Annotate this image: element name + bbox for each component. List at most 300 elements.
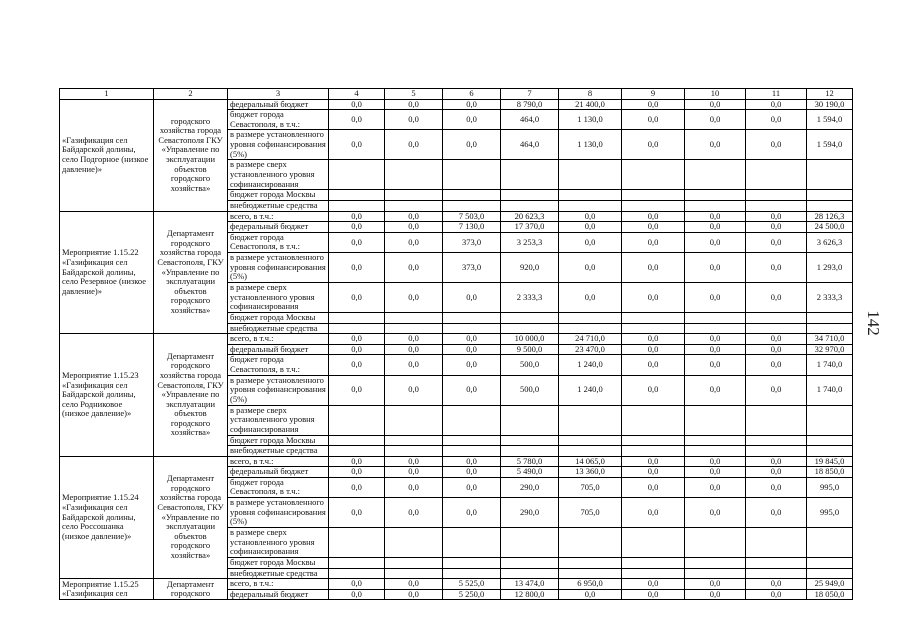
- funding-source: федеральный бюджет: [228, 589, 329, 600]
- column-header: 10: [685, 89, 746, 100]
- value-cell: 1 594,0: [807, 110, 853, 130]
- value-cell: [501, 200, 559, 211]
- value-cell: 0,0: [622, 334, 685, 345]
- value-cell: 0,0: [746, 222, 807, 233]
- funding-source: внебюджетные средства: [228, 323, 329, 334]
- value-cell: [559, 568, 622, 579]
- value-cell: [807, 190, 853, 201]
- value-cell: 0,0: [385, 579, 443, 590]
- value-cell: 0,0: [622, 579, 685, 590]
- value-cell: 14 065,0: [559, 456, 622, 467]
- value-cell: [443, 405, 501, 435]
- value-cell: [685, 405, 746, 435]
- value-cell: 0,0: [622, 344, 685, 355]
- value-cell: [685, 435, 746, 446]
- value-cell: 1 240,0: [559, 355, 622, 375]
- value-cell: [443, 312, 501, 323]
- value-cell: [559, 446, 622, 457]
- value-cell: [385, 323, 443, 334]
- value-cell: 20 623,3: [501, 211, 559, 222]
- value-cell: 0,0: [622, 130, 685, 160]
- table-row: [60, 99, 853, 110]
- value-cell: 0,0: [746, 375, 807, 405]
- value-cell: [443, 323, 501, 334]
- table-row: [60, 579, 853, 590]
- value-cell: [746, 160, 807, 190]
- value-cell: 0,0: [685, 99, 746, 110]
- value-cell: 0,0: [746, 252, 807, 282]
- value-cell: [746, 190, 807, 201]
- value-cell: 0,0: [746, 498, 807, 528]
- value-cell: 0,0: [746, 99, 807, 110]
- value-cell: [329, 558, 385, 569]
- value-cell: 0,0: [746, 456, 807, 467]
- value-cell: [329, 568, 385, 579]
- value-cell: [685, 558, 746, 569]
- funding-source: всего, в т.ч.:: [228, 211, 329, 222]
- value-cell: [329, 435, 385, 446]
- value-cell: 0,0: [443, 477, 501, 497]
- value-cell: 0,0: [685, 334, 746, 345]
- value-cell: 0,0: [746, 477, 807, 497]
- value-cell: 373,0: [443, 232, 501, 252]
- value-cell: 0,0: [559, 222, 622, 233]
- value-cell: [501, 190, 559, 201]
- funding-source: в размере сверх установленного уровня софинансирования: [228, 160, 329, 190]
- header-row: [60, 89, 853, 100]
- value-cell: 0,0: [622, 222, 685, 233]
- value-cell: 995,0: [807, 477, 853, 497]
- value-cell: 0,0: [685, 130, 746, 160]
- value-cell: 3 253,3: [501, 232, 559, 252]
- value-cell: [622, 528, 685, 558]
- value-cell: [385, 558, 443, 569]
- value-cell: 1 130,0: [559, 110, 622, 130]
- value-cell: [559, 190, 622, 201]
- responsible-executor: Департамент городского хозяйства города Севастополя, ГКУ «Управление по эксплуатации объектов городского хозяйства»: [154, 334, 228, 457]
- event-name: «Газификация сел Байдарской долины, село Подгорное (низкое давление)»: [60, 99, 154, 211]
- value-cell: 5 780,0: [501, 456, 559, 467]
- value-cell: 0,0: [443, 344, 501, 355]
- value-cell: [685, 323, 746, 334]
- value-cell: [385, 160, 443, 190]
- value-cell: 0,0: [685, 110, 746, 130]
- value-cell: [622, 446, 685, 457]
- value-cell: 1 130,0: [559, 130, 622, 160]
- value-cell: 0,0: [622, 282, 685, 312]
- value-cell: 1 594,0: [807, 130, 853, 160]
- funding-source: федеральный бюджет: [228, 467, 329, 478]
- funding-source: бюджет города Москвы: [228, 312, 329, 323]
- value-cell: [559, 200, 622, 211]
- value-cell: 3 626,3: [807, 232, 853, 252]
- value-cell: 0,0: [746, 211, 807, 222]
- value-cell: 0,0: [385, 130, 443, 160]
- value-cell: 0,0: [746, 232, 807, 252]
- value-cell: 464,0: [501, 130, 559, 160]
- value-cell: 0,0: [329, 579, 385, 590]
- value-cell: 0,0: [746, 282, 807, 312]
- funding-source: федеральный бюджет: [228, 99, 329, 110]
- value-cell: 0,0: [385, 99, 443, 110]
- value-cell: 0,0: [685, 222, 746, 233]
- value-cell: 1 740,0: [807, 355, 853, 375]
- value-cell: 0,0: [746, 334, 807, 345]
- value-cell: 0,0: [685, 211, 746, 222]
- responsible-executor: Департамент городского хозяйства города Севастополя, ГКУ «Управление по эксплуатации объектов городского хозяйства»: [154, 456, 228, 579]
- column-header: 6: [443, 89, 501, 100]
- value-cell: 0,0: [385, 355, 443, 375]
- value-cell: 0,0: [685, 232, 746, 252]
- value-cell: 0,0: [685, 344, 746, 355]
- value-cell: 0,0: [329, 467, 385, 478]
- event-name: Мероприятие 1.15.22 «Газификация сел Байдарской долины, село Резервное (низкое давление)»: [60, 211, 154, 334]
- value-cell: 0,0: [443, 498, 501, 528]
- value-cell: 0,0: [329, 252, 385, 282]
- page-number: 142: [864, 310, 883, 336]
- value-cell: 0,0: [329, 222, 385, 233]
- value-cell: [385, 568, 443, 579]
- value-cell: [622, 323, 685, 334]
- value-cell: 0,0: [746, 355, 807, 375]
- value-cell: 0,0: [685, 579, 746, 590]
- value-cell: 920,0: [501, 252, 559, 282]
- value-cell: [807, 558, 853, 569]
- value-cell: [807, 446, 853, 457]
- value-cell: 0,0: [559, 252, 622, 282]
- value-cell: 0,0: [622, 232, 685, 252]
- value-cell: [746, 446, 807, 457]
- value-cell: 17 370,0: [501, 222, 559, 233]
- value-cell: 0,0: [385, 589, 443, 600]
- value-cell: 0,0: [622, 375, 685, 405]
- value-cell: 0,0: [329, 211, 385, 222]
- value-cell: [559, 323, 622, 334]
- value-cell: [559, 435, 622, 446]
- value-cell: [622, 435, 685, 446]
- funding-source: федеральный бюджет: [228, 344, 329, 355]
- value-cell: 0,0: [329, 344, 385, 355]
- value-cell: 0,0: [385, 211, 443, 222]
- value-cell: 18 050,0: [807, 589, 853, 600]
- value-cell: 0,0: [622, 99, 685, 110]
- value-cell: 13 360,0: [559, 467, 622, 478]
- value-cell: [622, 405, 685, 435]
- value-cell: [807, 528, 853, 558]
- value-cell: 0,0: [385, 222, 443, 233]
- value-cell: 995,0: [807, 498, 853, 528]
- value-cell: 0,0: [443, 456, 501, 467]
- value-cell: 0,0: [685, 456, 746, 467]
- column-header: 9: [622, 89, 685, 100]
- value-cell: 0,0: [685, 355, 746, 375]
- value-cell: [807, 160, 853, 190]
- value-cell: [501, 312, 559, 323]
- funding-source: в размере сверх установленного уровня софинансирования: [228, 405, 329, 435]
- value-cell: 5 525,0: [443, 579, 501, 590]
- value-cell: 5 250,0: [443, 589, 501, 600]
- value-cell: 0,0: [443, 282, 501, 312]
- value-cell: 0,0: [622, 477, 685, 497]
- value-cell: 0,0: [329, 110, 385, 130]
- value-cell: 12 800,0: [501, 589, 559, 600]
- value-cell: 0,0: [622, 498, 685, 528]
- value-cell: [501, 435, 559, 446]
- value-cell: 1 240,0: [559, 375, 622, 405]
- value-cell: [746, 435, 807, 446]
- value-cell: [807, 323, 853, 334]
- value-cell: 24 710,0: [559, 334, 622, 345]
- value-cell: [685, 528, 746, 558]
- funding-source: внебюджетные средства: [228, 446, 329, 457]
- funding-source: бюджет города Москвы: [228, 190, 329, 201]
- value-cell: [807, 200, 853, 211]
- value-cell: [443, 160, 501, 190]
- value-cell: [329, 200, 385, 211]
- value-cell: 0,0: [622, 589, 685, 600]
- value-cell: 1 740,0: [807, 375, 853, 405]
- value-cell: 0,0: [385, 477, 443, 497]
- value-cell: [443, 190, 501, 201]
- value-cell: [501, 446, 559, 457]
- value-cell: 464,0: [501, 110, 559, 130]
- value-cell: [746, 528, 807, 558]
- value-cell: 8 790,0: [501, 99, 559, 110]
- value-cell: 19 845,0: [807, 456, 853, 467]
- column-header: 7: [501, 89, 559, 100]
- funding-source: в размере сверх установленного уровня софинансирования: [228, 282, 329, 312]
- value-cell: 0,0: [746, 467, 807, 478]
- funding-source: в размере установленного уровня софинансирования (5%): [228, 130, 329, 160]
- value-cell: 0,0: [622, 355, 685, 375]
- value-cell: [685, 312, 746, 323]
- funding-source: бюджет города Севастополя, в т.ч.:: [228, 355, 329, 375]
- column-header: 2: [154, 89, 228, 100]
- value-cell: 0,0: [685, 252, 746, 282]
- value-cell: [443, 446, 501, 457]
- value-cell: [329, 312, 385, 323]
- value-cell: [329, 160, 385, 190]
- funding-source: бюджет города Севастополя, в т.ч.:: [228, 110, 329, 130]
- value-cell: 0,0: [385, 282, 443, 312]
- value-cell: [622, 568, 685, 579]
- budget-table: [59, 88, 853, 600]
- value-cell: 2 333,3: [807, 282, 853, 312]
- value-cell: 0,0: [746, 110, 807, 130]
- value-cell: [807, 312, 853, 323]
- responsible-executor: городского хозяйства города Севастополя ГКУ «Управление по эксплуатации объектов городского хозяйства»: [154, 99, 228, 211]
- value-cell: 1 293,0: [807, 252, 853, 282]
- value-cell: 500,0: [501, 375, 559, 405]
- value-cell: [443, 568, 501, 579]
- value-cell: 0,0: [329, 282, 385, 312]
- value-cell: 24 500,0: [807, 222, 853, 233]
- funding-source: в размере установленного уровня софинансирования (5%): [228, 375, 329, 405]
- value-cell: 0,0: [746, 589, 807, 600]
- value-cell: [501, 568, 559, 579]
- funding-source: бюджет города Севастополя, в т.ч.:: [228, 477, 329, 497]
- value-cell: [501, 528, 559, 558]
- value-cell: 0,0: [622, 252, 685, 282]
- funding-source: федеральный бюджет: [228, 222, 329, 233]
- column-header: 8: [559, 89, 622, 100]
- value-cell: [622, 160, 685, 190]
- value-cell: [807, 568, 853, 579]
- value-cell: [385, 312, 443, 323]
- value-cell: 373,0: [443, 252, 501, 282]
- value-cell: 0,0: [329, 130, 385, 160]
- value-cell: 0,0: [443, 375, 501, 405]
- table-row: [60, 334, 853, 345]
- value-cell: 0,0: [685, 498, 746, 528]
- value-cell: [685, 446, 746, 457]
- value-cell: [746, 558, 807, 569]
- value-cell: [501, 160, 559, 190]
- funding-source: бюджет города Севастополя, в т.ч.:: [228, 232, 329, 252]
- value-cell: 0,0: [329, 498, 385, 528]
- value-cell: 21 400,0: [559, 99, 622, 110]
- column-header: 3: [228, 89, 329, 100]
- value-cell: 6 950,0: [559, 579, 622, 590]
- value-cell: 290,0: [501, 477, 559, 497]
- value-cell: [385, 446, 443, 457]
- value-cell: [559, 160, 622, 190]
- column-header: 1: [60, 89, 154, 100]
- value-cell: [746, 323, 807, 334]
- value-cell: 0,0: [746, 130, 807, 160]
- value-cell: 13 474,0: [501, 579, 559, 590]
- value-cell: [559, 528, 622, 558]
- value-cell: [329, 405, 385, 435]
- value-cell: [501, 558, 559, 569]
- value-cell: 0,0: [685, 467, 746, 478]
- value-cell: 0,0: [329, 477, 385, 497]
- funding-source: внебюджетные средства: [228, 200, 329, 211]
- value-cell: 0,0: [559, 589, 622, 600]
- value-cell: 0,0: [622, 467, 685, 478]
- value-cell: 9 500,0: [501, 344, 559, 355]
- value-cell: [559, 312, 622, 323]
- value-cell: 28 126,3: [807, 211, 853, 222]
- value-cell: 0,0: [622, 456, 685, 467]
- value-cell: 0,0: [385, 252, 443, 282]
- value-cell: 0,0: [685, 589, 746, 600]
- value-cell: 0,0: [685, 477, 746, 497]
- responsible-executor: Департамент городского: [154, 579, 228, 600]
- value-cell: [329, 528, 385, 558]
- value-cell: 0,0: [385, 498, 443, 528]
- value-cell: 0,0: [443, 467, 501, 478]
- value-cell: 0,0: [329, 456, 385, 467]
- value-cell: 32 970,0: [807, 344, 853, 355]
- value-cell: 0,0: [329, 375, 385, 405]
- value-cell: 0,0: [622, 211, 685, 222]
- value-cell: [746, 568, 807, 579]
- value-cell: 0,0: [443, 99, 501, 110]
- value-cell: 18 850,0: [807, 467, 853, 478]
- value-cell: [746, 405, 807, 435]
- value-cell: 0,0: [443, 334, 501, 345]
- value-cell: [622, 190, 685, 201]
- value-cell: 7 503,0: [443, 211, 501, 222]
- value-cell: [329, 446, 385, 457]
- funding-source: бюджет города Москвы: [228, 435, 329, 446]
- value-cell: [329, 190, 385, 201]
- value-cell: [501, 405, 559, 435]
- value-cell: 0,0: [329, 232, 385, 252]
- value-cell: 0,0: [443, 355, 501, 375]
- funding-source: всего, в т.ч.:: [228, 456, 329, 467]
- value-cell: 0,0: [559, 232, 622, 252]
- value-cell: [685, 160, 746, 190]
- column-header: 4: [329, 89, 385, 100]
- value-cell: [443, 558, 501, 569]
- value-cell: 0,0: [329, 589, 385, 600]
- value-cell: 7 130,0: [443, 222, 501, 233]
- value-cell: 0,0: [746, 344, 807, 355]
- value-cell: [329, 323, 385, 334]
- value-cell: [622, 200, 685, 211]
- value-cell: 0,0: [329, 99, 385, 110]
- funding-source: всего, в т.ч.:: [228, 334, 329, 345]
- value-cell: [559, 558, 622, 569]
- value-cell: 23 470,0: [559, 344, 622, 355]
- value-cell: [559, 405, 622, 435]
- value-cell: 0,0: [329, 355, 385, 375]
- value-cell: [385, 200, 443, 211]
- value-cell: 10 000,0: [501, 334, 559, 345]
- funding-source: бюджет города Москвы: [228, 558, 329, 569]
- funding-source: в размере установленного уровня софинансирования (5%): [228, 252, 329, 282]
- value-cell: [622, 312, 685, 323]
- value-cell: [622, 558, 685, 569]
- value-cell: [443, 435, 501, 446]
- value-cell: 0,0: [443, 110, 501, 130]
- funding-source: всего, в т.ч.:: [228, 579, 329, 590]
- column-header: 12: [807, 89, 853, 100]
- value-cell: 0,0: [385, 467, 443, 478]
- value-cell: 0,0: [385, 334, 443, 345]
- value-cell: 0,0: [685, 375, 746, 405]
- value-cell: [443, 200, 501, 211]
- value-cell: 0,0: [385, 232, 443, 252]
- value-cell: 0,0: [559, 282, 622, 312]
- value-cell: [385, 405, 443, 435]
- value-cell: 290,0: [501, 498, 559, 528]
- value-cell: [746, 200, 807, 211]
- value-cell: [385, 435, 443, 446]
- responsible-executor: Департамент городского хозяйства города Севастополя, ГКУ «Управление по эксплуатации объектов городского хозяйства»: [154, 211, 228, 334]
- value-cell: 34 710,0: [807, 334, 853, 345]
- value-cell: [807, 435, 853, 446]
- column-header: 11: [746, 89, 807, 100]
- value-cell: [385, 528, 443, 558]
- value-cell: 705,0: [559, 498, 622, 528]
- value-cell: 0,0: [329, 334, 385, 345]
- event-name: Мероприятие 1.15.24 «Газификация сел Байдарской долины, село Россошанка (низкое давление)»: [60, 456, 154, 579]
- event-name: Мероприятие 1.15.23 «Газификация сел Байдарской долины, село Родниковое (низкое давление)»: [60, 334, 154, 457]
- value-cell: [685, 568, 746, 579]
- value-cell: 0,0: [559, 211, 622, 222]
- value-cell: 30 190,0: [807, 99, 853, 110]
- value-cell: 705,0: [559, 477, 622, 497]
- value-cell: 2 333,3: [501, 282, 559, 312]
- value-cell: 0,0: [385, 456, 443, 467]
- funding-source: в размере сверх установленного уровня софинансирования: [228, 528, 329, 558]
- value-cell: [443, 528, 501, 558]
- value-cell: [685, 190, 746, 201]
- event-name: Мероприятие 1.15.25 «Газификация сел: [60, 579, 154, 600]
